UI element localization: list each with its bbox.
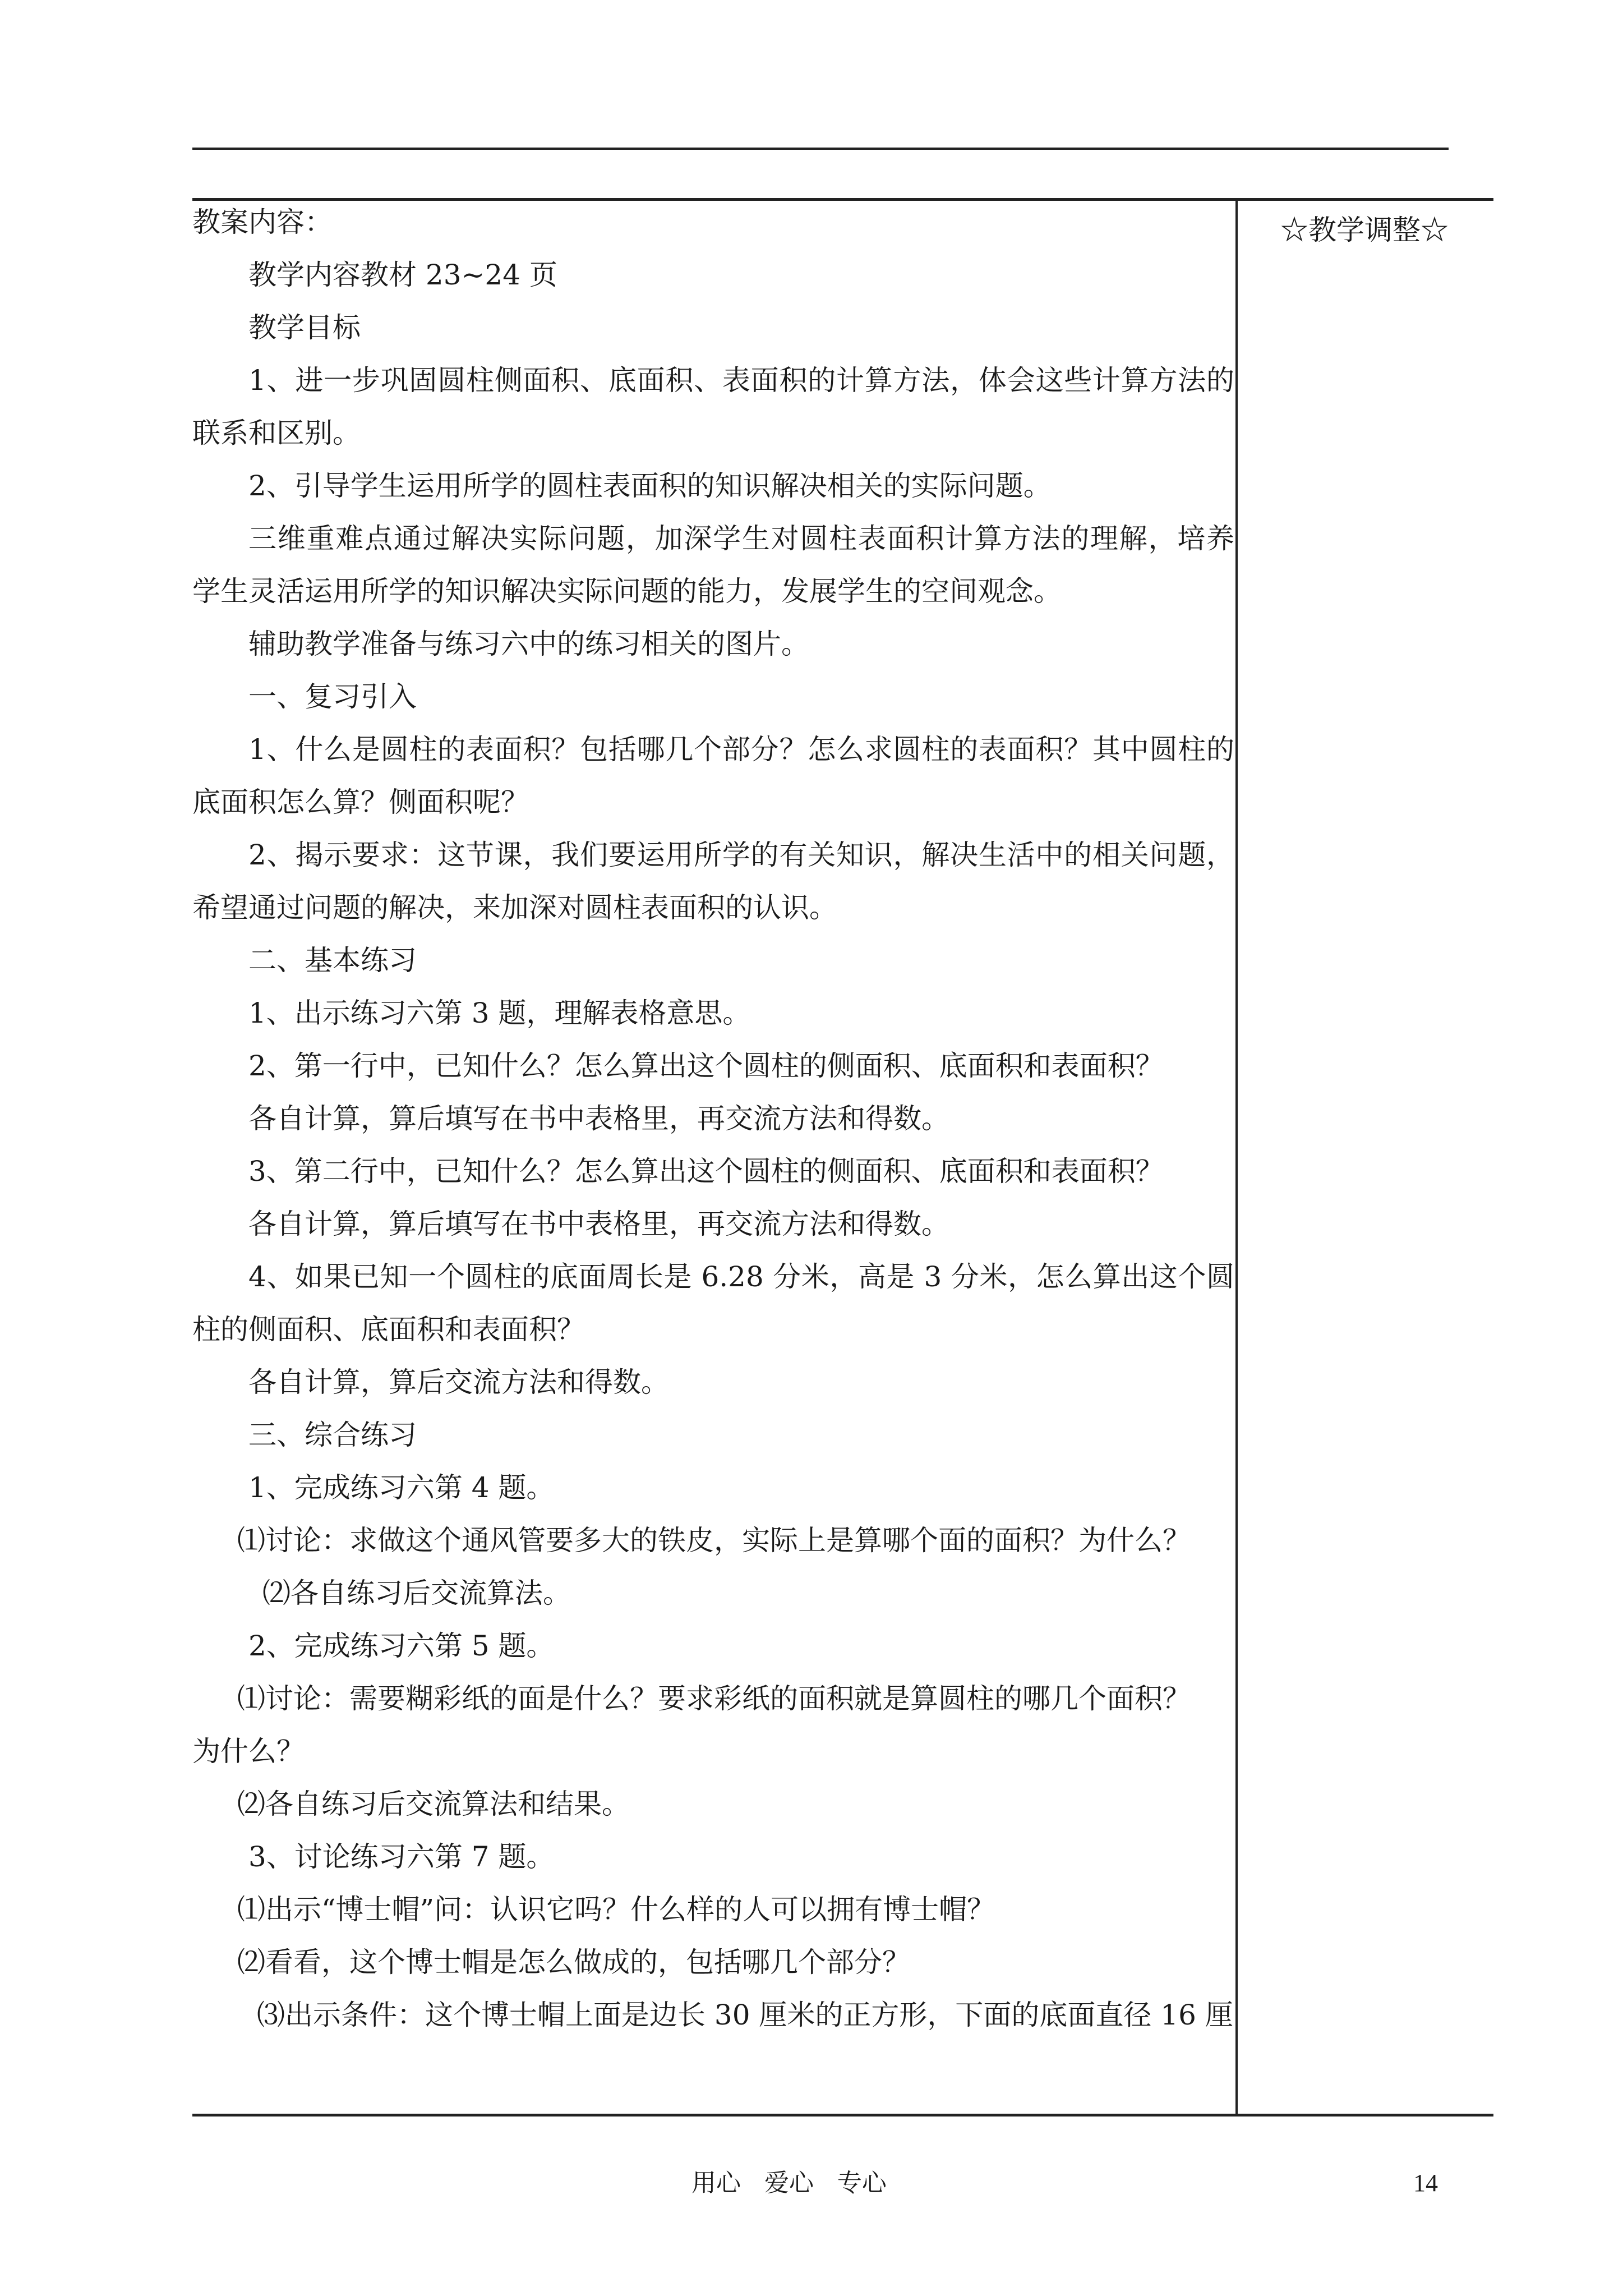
key-points-line-1: 三维重难点通过解决实际问题，加深学生对圆柱表面积计算方法的理解，培养 bbox=[248, 522, 1234, 555]
objective-1-line-1: 1、进一步巩固圆柱侧面积、底面积、表面积的计算方法，体会这些计算方法的 bbox=[248, 364, 1234, 397]
comprehensive-item-1: 1、完成练习六第 4 题。 bbox=[248, 1471, 555, 1504]
page-footer bbox=[0, 2166, 1623, 2200]
comprehensive-item-3-sub-2: ⑵看看，这个博士帽是怎么做成的，包括哪几个部分？ bbox=[237, 1946, 910, 1978]
table-bottom-border bbox=[192, 2114, 1493, 2116]
teaching-objectives-heading: 教学目标 bbox=[248, 311, 361, 344]
header-rule bbox=[192, 148, 1449, 150]
comprehensive-item-3: 3、讨论练习六第 7 题。 bbox=[248, 1841, 555, 1873]
section-basic-practice-heading: 二、基本练习 bbox=[248, 944, 417, 977]
comprehensive-item-1-sub-2: ⑵各自练习后交流算法。 bbox=[262, 1577, 571, 1609]
basic-item-1: 1、出示练习六第 3 题，理解表格意思。 bbox=[248, 997, 751, 1029]
key-points-line-2: 学生灵活运用所学的知识解决实际问题的能力，发展学生的空间观念。 bbox=[192, 575, 1062, 608]
review-item-2-line-1: 2、揭示要求：这节课，我们要运用所学的有关知识，解决生活中的相关问题， bbox=[248, 839, 1234, 871]
basic-item-3-note: 各自计算，算后填写在书中表格里，再交流方法和得数。 bbox=[248, 1208, 949, 1240]
comprehensive-item-1-sub-1: ⑴讨论：求做这个通风管要多大的铁皮，实际上是算哪个面的面积？为什么？ bbox=[237, 1524, 1191, 1557]
column-divider bbox=[1235, 198, 1238, 2116]
review-item-2-line-2: 希望通过问题的解决，来加深对圆柱表面积的认识。 bbox=[192, 891, 837, 924]
basic-item-4-line-2: 柱的侧面积、底面积和表面积？ bbox=[192, 1313, 585, 1346]
content-label: 教案内容： bbox=[192, 206, 333, 238]
basic-item-3: 3、第二行中，已知什么？怎么算出这个圆柱的侧面积、底面积和表面积？ bbox=[248, 1155, 1164, 1188]
objective-1-line-2: 联系和区别。 bbox=[192, 417, 361, 449]
basic-item-2-note: 各自计算，算后填写在书中表格里，再交流方法和得数。 bbox=[248, 1102, 949, 1135]
review-item-1-line-1: 1、什么是圆柱的表面积？包括哪几个部分？怎么求圆柱的表面积？其中圆柱的 bbox=[248, 733, 1234, 766]
basic-item-4-line-1: 4、如果已知一个圆柱的底面周长是 6.28 分米，高是 3 分米，怎么算出这个圆 bbox=[248, 1260, 1234, 1293]
comprehensive-item-2: 2、完成练习六第 5 题。 bbox=[248, 1630, 555, 1662]
review-item-1-line-2: 底面积怎么算？侧面积呢？ bbox=[192, 786, 529, 818]
comprehensive-item-2-sub-1-line-1: ⑴讨论：需要糊彩纸的面是什么？要求彩纸的面积就是算圆柱的哪几个面积？ bbox=[237, 1682, 1191, 1715]
page-number: 14 bbox=[1413, 2169, 1438, 2197]
comprehensive-item-3-sub-1: ⑴出示“博士帽”问：认识它吗？什么样的人可以拥有博士帽？ bbox=[237, 1893, 995, 1926]
comprehensive-item-3-sub-3: ⑶出示条件：这个博士帽上面是边长 30 厘米的正方形，下面的底面直径 16 厘 bbox=[257, 1999, 1233, 2031]
lesson-plan-content bbox=[192, 200, 1234, 2113]
section-comprehensive-heading: 三、综合练习 bbox=[248, 1419, 417, 1451]
comprehensive-item-2-sub-2: ⑵各自练习后交流算法和结果。 bbox=[237, 1788, 630, 1820]
basic-item-4-note: 各自计算，算后交流方法和得数。 bbox=[248, 1366, 669, 1398]
footer-motto: 用心 爱心 专心 bbox=[691, 2169, 887, 2197]
section-review-heading: 一、复习引入 bbox=[248, 680, 417, 713]
teaching-content-line: 教学内容教材 23~24 页 bbox=[248, 259, 557, 291]
teaching-adjustment-heading: ☆教学调整☆ bbox=[1280, 214, 1449, 246]
objective-2: 2、引导学生运用所学的圆柱表面积的知识解决相关的实际问题。 bbox=[248, 470, 1052, 502]
teaching-aids: 辅助教学准备与练习六中的练习相关的图片。 bbox=[248, 628, 809, 660]
basic-item-2: 2、第一行中，已知什么？怎么算出这个圆柱的侧面积、底面积和表面积？ bbox=[248, 1050, 1164, 1082]
comprehensive-item-2-sub-1-line-2: 为什么？ bbox=[192, 1735, 305, 1768]
